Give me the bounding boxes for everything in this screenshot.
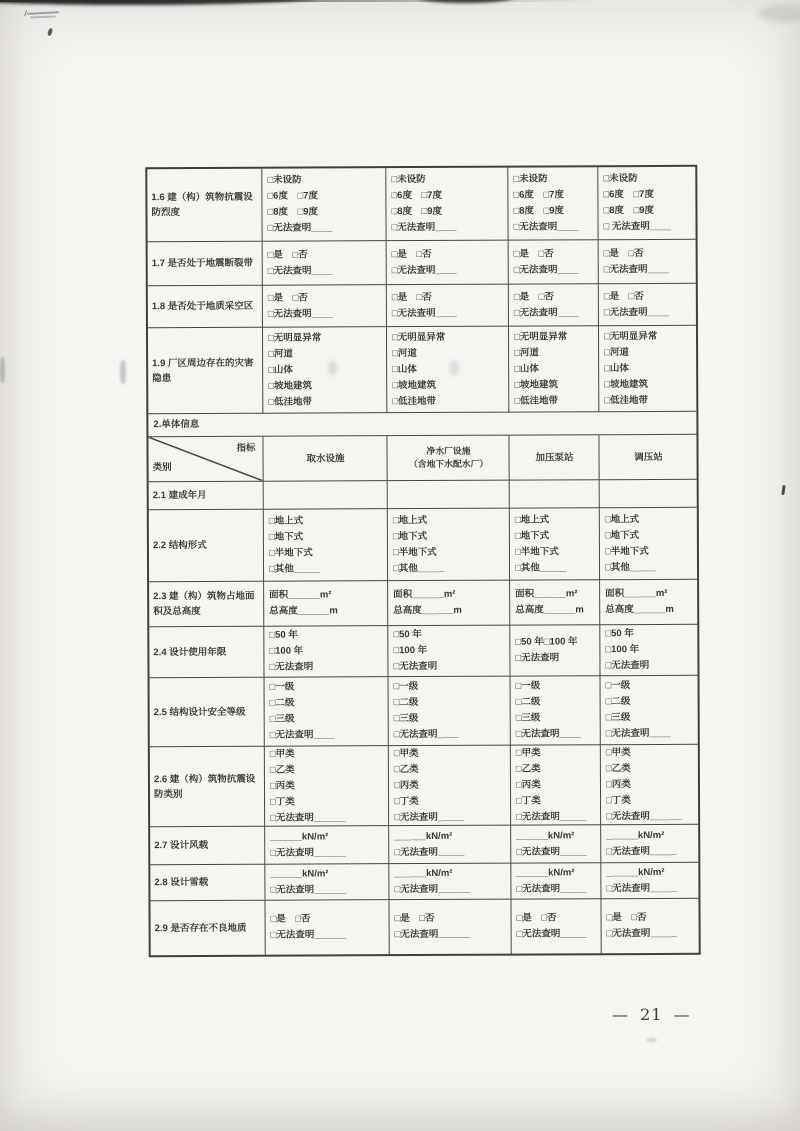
options-cell: □是 □否 □无法查明____ [509,284,599,326]
table-row [148,240,696,286]
row-label: 1.7 是否处于地震断裂带 [148,242,263,287]
options-cell: □地上式 □地下式 □半地下式 □其他_____ [510,508,600,580]
scan-smudge [646,1038,657,1042]
options-cell: □未设防 □6度 □7度 □8度 □9度 □无法查明____ [262,168,386,242]
section-title: 2.单体信息 [148,412,696,437]
fill-in-cell: ______kN/m² □无法查明_____ [389,826,511,865]
options-cell: □是 □否 □无法查明_____ [511,899,601,953]
options-cell: □50 年 □100 年 □无法查明 [600,625,697,676]
options-cell: □是 □否 □无法查明______ [389,900,511,955]
options-cell: □甲类 □乙类 □丙类 □丁类 □无法查明______ [601,745,698,825]
column-header: 调压站 [599,435,696,480]
options-cell: □一级 □二级 □三级 □无法查明____ [389,677,511,747]
header-row [148,435,696,482]
table-row [147,167,695,242]
options-cell: □无明显异常 □河道 □山体 □坡地建筑 □低洼地带 [263,327,387,414]
page-number: — 21 — [612,1005,691,1024]
row-label: 2.5 结构设计安全等级 [150,678,265,748]
table-row [149,508,697,582]
fill-in-cell: ______kN/m² □无法查明_____ [601,825,698,863]
options-cell: □无明显异常 □河道 □山体 □坡地建筑 □低洼地带 [599,326,696,412]
row-label: 2.1 建成年月 [149,482,264,511]
ink-dot [47,28,53,37]
scan-smudge [120,360,126,384]
options-cell: □地上式 □地下式 □半地下式 □其他_____ [388,509,510,582]
options-cell: □一级 □二级 □三级 □无法查明____ [601,676,698,745]
fill-in-cell: ______kN/m² □无法查明______ [389,864,511,901]
options-cell: □是 □否 □无法查明____ [263,285,387,328]
options-cell: □无明显异常 □河道 □山体 □坡地建筑 □低洼地带 [387,327,509,414]
fill-in-cell: ______kN/m² □无法查明_____ [601,863,698,899]
options-cell: □是 □否 □无法查明____ [387,241,509,286]
empty-cell [510,480,600,508]
row-label: 2.9 是否存在不良地质 [150,901,265,956]
options-cell: □是 □否 □无法查明____ [387,285,509,328]
table-row [150,825,698,865]
scan-smudge [758,5,800,22]
options-cell: □50 年 □100 年 □无法查明 [264,626,388,678]
table-row [149,580,697,627]
column-header: 净水厂设施 （含地下水配水厂） [387,436,509,482]
ink-mark [781,485,785,495]
table-row [150,899,698,955]
options-cell: □是 □否 □无法查明____ [599,240,696,284]
empty-cell [388,481,510,510]
table-row [148,326,696,414]
row-label: 2.3 建（构）筑物占地面积及总高度 [149,582,264,628]
fill-in-cell: 面积______m² 总高度______m [388,581,510,627]
row-label: 2.7 设计风载 [150,827,265,866]
empty-cell [600,480,697,508]
row-label: 1.6 建（构）筑物抗震设防烈度 [147,169,262,243]
options-cell: □是 □否 □无法查明____ [599,284,696,326]
row-label: 2.2 结构形式 [149,510,264,583]
options-cell: □一级 □二级 □三级 □无法查明____ [265,677,389,747]
options-cell: □地上式 □地下式 □半地下式 □其他_____ [264,509,388,582]
options-cell: □50 年 □100 年 □无法查明 [388,626,510,678]
options-cell: □是 □否 □无法查明______ [265,900,389,955]
corner-label-category: 类别 [152,462,172,474]
options-cell: □是 □否 □无法查明____ [263,241,387,286]
table-row [150,676,698,747]
table-row [148,284,696,328]
options-cell: □未设防 □6度 □7度 □8度 □9度 □无法查明____ [508,167,598,240]
row-label: 1.9 厂区周边存在的灾害隐患 [148,328,263,415]
fill-in-cell: 面积______m² 总高度______m [510,580,600,625]
survey-form-table [145,165,700,957]
options-cell: □未设防 □6度 □7度 □8度 □9度 □无法查明____ [386,168,508,242]
corner-header-cell [148,437,263,483]
row-label: 2.6 建（构）筑物抗震设防类别 [150,747,265,828]
fill-in-cell: 面积______m² 总高度______m [264,581,388,627]
scan-edge-shadow [0,0,590,2]
column-header: 取水设施 [263,436,387,482]
corner-label-indicator: 指标 [236,442,256,454]
row-label: 2.4 设计使用年限 [149,627,264,679]
options-cell: □甲类 □乙类 □丙类 □丁类 □无法查明_____ [389,746,511,827]
scan-smudge [0,357,5,383]
options-cell: □地上式 □地下式 □半地下式 □其他_____ [600,508,697,580]
fill-in-cell: ______kN/m² □无法查明______ [265,864,389,901]
table-row [149,625,697,678]
options-cell: □一级 □二级 □三级 □无法查明____ [511,676,601,745]
section-row [148,412,696,437]
options-cell: □无明显异常 □河道 □山体 □坡地建筑 □低洼地带 [509,326,599,412]
empty-cell [264,481,388,510]
table-row [150,745,698,827]
row-label: 2.8 设计雪载 [150,865,265,902]
options-cell: □甲类 □乙类 □丙类 □丁类 □无法查明_____ [511,745,601,825]
options-cell: □是 □否 □无法查明_____ [606,912,677,940]
table-row [150,863,698,901]
fill-in-cell: ______kN/m² □无法查明______ [265,826,389,865]
row-label: 1.8 是否处于地质采空区 [148,286,263,329]
fill-in-cell: 面积______m² 总高度______m [600,580,697,625]
fill-in-cell: ______kN/m² □无法查明_____ [511,825,601,863]
fill-in-cell: ______kN/m² □无法查明_____ [511,863,601,899]
options-cell: □50 年□100 年 □无法查明 [510,625,600,676]
table-row [149,480,697,510]
pencil-mark [30,16,56,18]
options-cell: □未设防 □6度 □7度 □8度 □9度 □ 无法查明____ [598,167,695,240]
column-header: 加压泵站 [509,435,599,480]
options-cell: □甲类 □乙类 □丙类 □丁类 □无法查明______ [265,746,389,827]
options-cell: □是 □否 □无法查明____ [509,240,599,284]
